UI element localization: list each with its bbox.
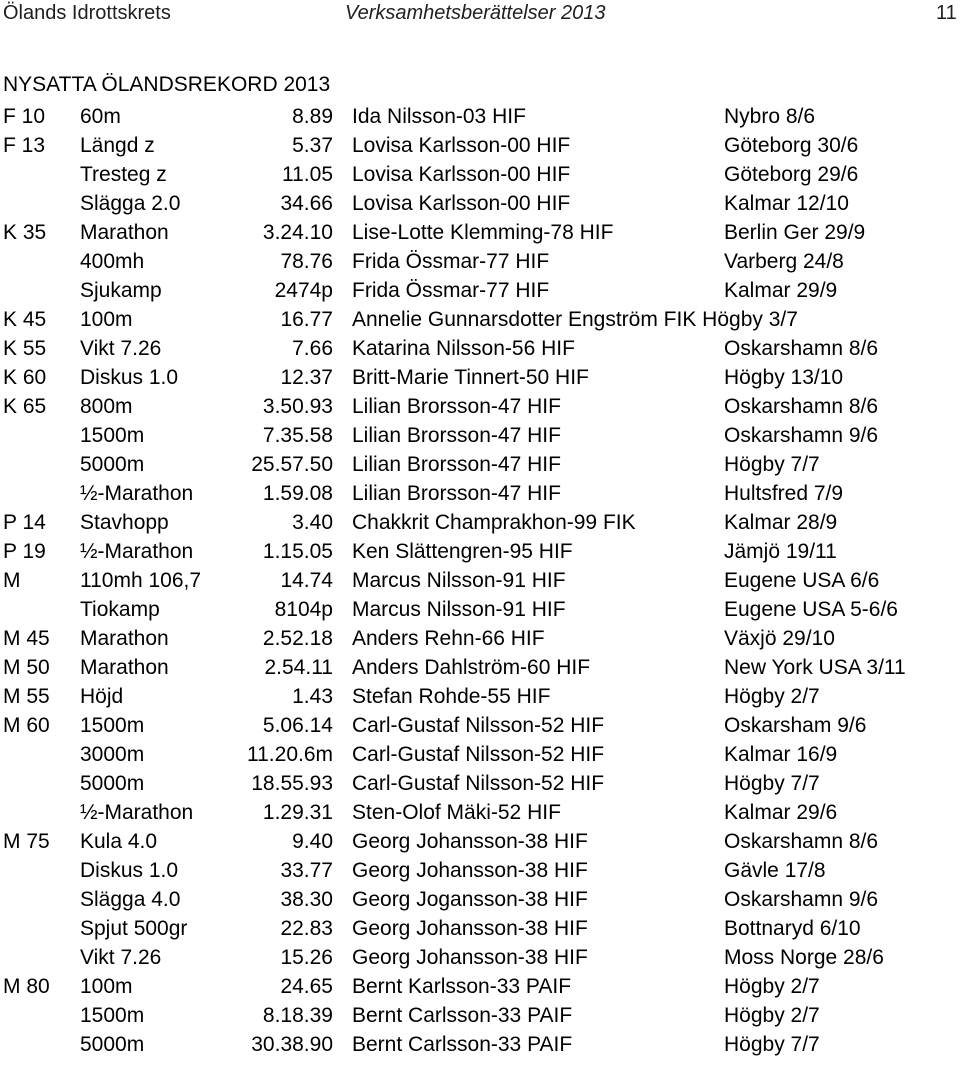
record-athlete: Bernt Carlsson-33 PAIF [352, 1033, 573, 1056]
record-row [0, 566, 960, 595]
record-result: 33.77 [280, 859, 333, 882]
record-place: Bottnaryd 6/10 [724, 917, 861, 940]
record-event: Tresteg z [80, 163, 167, 186]
record-place: Moss Norge 28/6 [724, 946, 884, 969]
record-class: K 35 [3, 221, 47, 244]
record-place: Kalmar 28/9 [724, 511, 838, 534]
record-result: 3.50.93 [262, 395, 333, 418]
record-athlete: Georg Jogansson-38 HIF [352, 888, 588, 911]
record-class: F 13 [3, 134, 46, 157]
record-event: ½-Marathon [80, 801, 194, 824]
record-event: Slägga 2.0 [80, 192, 181, 215]
record-athlete: Chakkrit Champrakhon-99 FIK [352, 511, 636, 534]
record-result: 8104p [274, 598, 333, 621]
record-class: P 19 [3, 540, 46, 563]
record-athlete: Bernt Karlsson-33 PAIF [352, 975, 572, 998]
record-event: Slägga 4.0 [80, 888, 181, 911]
record-class: K 45 [3, 308, 47, 331]
record-athlete: Carl-Gustaf Nilsson-52 HIF [352, 714, 605, 737]
record-event: 1500m [80, 424, 145, 447]
record-athlete: Carl-Gustaf Nilsson-52 HIF [352, 743, 605, 766]
header-publication: Verksamhetsberättelser 2013 [345, 2, 606, 24]
record-athlete: Lovisa Karlsson-00 HIF [352, 134, 571, 157]
record-athlete: Katarina Nilsson-56 HIF [352, 337, 575, 360]
record-result: 11.20.6m [247, 743, 333, 766]
record-athlete: Georg Johansson-38 HIF [352, 946, 588, 969]
record-result: 38.30 [280, 888, 333, 911]
record-event: 400mh [80, 250, 145, 273]
record-athlete: Anders Rehn-66 HIF [352, 627, 545, 650]
record-event: 110mh 106,7 [80, 569, 202, 592]
record-place: Högby 7/7 [724, 453, 820, 476]
record-result: 5.06.14 [262, 714, 333, 737]
record-row [0, 189, 960, 218]
record-athlete: Lilian Brorsson-47 HIF [352, 395, 561, 418]
record-result: 1.43 [292, 685, 333, 708]
record-row [0, 885, 960, 914]
record-place: Jämjö 19/11 [724, 540, 837, 563]
record-row [0, 450, 960, 479]
record-athlete: Georg Johansson-38 HIF [352, 859, 588, 882]
record-athlete: Marcus Nilsson-91 HIF [352, 569, 566, 592]
record-place: Oskarshamn 9/6 [724, 424, 879, 447]
record-row [0, 769, 960, 798]
record-event: Längd z [80, 134, 155, 157]
record-athlete: Lovisa Karlsson-00 HIF [352, 163, 571, 186]
record-result: 18.55.93 [251, 772, 333, 795]
record-place: Gävle 17/8 [724, 859, 826, 882]
record-row [0, 624, 960, 653]
record-place: Oskarshamn 9/6 [724, 888, 879, 911]
record-class: M 45 [3, 627, 50, 650]
record-athlete: Ken Slättengren-95 HIF [352, 540, 573, 563]
header-page-number: 11 [936, 2, 957, 24]
record-place: Kalmar 16/9 [724, 743, 838, 766]
record-row [0, 508, 960, 537]
record-athlete: Carl-Gustaf Nilsson-52 HIF [352, 772, 605, 795]
record-place: Berlin Ger 29/9 [724, 221, 866, 244]
record-result: 7.35.58 [262, 424, 333, 447]
record-athlete: Lilian Brorsson-47 HIF [352, 424, 561, 447]
record-row [0, 334, 960, 363]
record-row [0, 595, 960, 624]
record-class: M [3, 569, 21, 592]
record-result: 1.59.08 [262, 482, 333, 505]
record-result: 78.76 [280, 250, 333, 273]
record-athlete: Lise-Lotte Klemming-78 HIF [352, 221, 614, 244]
record-result: 9.40 [292, 830, 333, 853]
record-place: Högby 2/7 [724, 1004, 820, 1027]
record-row [0, 363, 960, 392]
record-place: Högby 2/7 [724, 685, 820, 708]
record-event: Diskus 1.0 [80, 859, 179, 882]
header-organization: Ölands Idrottskrets [3, 2, 171, 24]
record-row [0, 1030, 960, 1059]
record-row [0, 218, 960, 247]
record-result: 16.77 [280, 308, 333, 331]
record-row [0, 1001, 960, 1030]
record-row [0, 392, 960, 421]
record-event: ½-Marathon [80, 482, 194, 505]
record-place: Oskarsham 9/6 [724, 714, 867, 737]
record-athlete: Georg Johansson-38 HIF [352, 830, 588, 853]
record-result: 15.26 [280, 946, 333, 969]
record-place: New York USA 3/11 [724, 656, 906, 679]
section-title: NYSATTA ÖLANDSREKORD 2013 [3, 73, 331, 96]
record-event: Tiokamp [80, 598, 160, 621]
record-result: 7.66 [292, 337, 333, 360]
record-event: Spjut 500gr [80, 917, 188, 940]
record-event: Sjukamp [80, 279, 162, 302]
record-row [0, 740, 960, 769]
record-event: Diskus 1.0 [80, 366, 179, 389]
record-row [0, 827, 960, 856]
record-event: Marathon [80, 221, 169, 244]
record-event: 1500m [80, 1004, 145, 1027]
record-result: 8.18.39 [262, 1004, 333, 1027]
record-result: 3.40 [292, 511, 333, 534]
record-event: Marathon [80, 627, 169, 650]
record-result: 25.57.50 [251, 453, 333, 476]
record-class: M 60 [3, 714, 50, 737]
record-result: 1.15.05 [262, 540, 333, 563]
record-athlete: Georg Johansson-38 HIF [352, 917, 588, 940]
record-row [0, 305, 960, 334]
record-event: Höjd [80, 685, 124, 708]
record-row [0, 537, 960, 566]
record-athlete: Frida Össmar-77 HIF [352, 279, 550, 302]
record-athlete: Lovisa Karlsson-00 HIF [352, 192, 571, 215]
record-row [0, 943, 960, 972]
record-place: Högby 2/7 [724, 975, 820, 998]
record-row [0, 972, 960, 1001]
record-class: K 60 [3, 366, 47, 389]
record-row [0, 711, 960, 740]
record-place: Oskarshamn 8/6 [724, 337, 879, 360]
record-athlete: Lilian Brorsson-47 HIF [352, 482, 561, 505]
record-result: 22.83 [280, 917, 333, 940]
record-class: M 75 [3, 830, 50, 853]
record-row [0, 682, 960, 711]
record-class: M 50 [3, 656, 50, 679]
record-athlete: Marcus Nilsson-91 HIF [352, 598, 566, 621]
record-event: Stavhopp [80, 511, 169, 534]
record-event: 60m [80, 105, 121, 128]
record-result: 14.74 [280, 569, 333, 592]
record-athlete: Ida Nilsson-03 HIF [352, 105, 526, 128]
record-place: Högby 7/7 [724, 1033, 820, 1056]
record-athlete: Sten-Olof Mäki-52 HIF [352, 801, 561, 824]
page-header [0, 0, 960, 30]
record-event: 5000m [80, 453, 145, 476]
record-result: 24.65 [280, 975, 333, 998]
record-result: 30.38.90 [251, 1033, 333, 1056]
record-place: Kalmar 29/6 [724, 801, 838, 824]
record-class: K 65 [3, 395, 47, 418]
record-result: 12.37 [280, 366, 333, 389]
record-place: Oskarshamn 8/6 [724, 395, 879, 418]
record-event: 3000m [80, 743, 145, 766]
record-athlete: Annelie Gunnarsdotter Engström FIK Högby 3/7 [352, 308, 798, 331]
record-event: 1500m [80, 714, 145, 737]
record-row [0, 914, 960, 943]
record-place: Göteborg 30/6 [724, 134, 859, 157]
record-event: ½-Marathon [80, 540, 194, 563]
record-result: 34.66 [280, 192, 333, 215]
record-athlete: Frida Össmar-77 HIF [352, 250, 550, 273]
record-place: Hultsfred 7/9 [724, 482, 844, 505]
record-place: Göteborg 29/6 [724, 163, 859, 186]
record-athlete: Stefan Rohde-55 HIF [352, 685, 551, 708]
record-event: Vikt 7.26 [80, 946, 162, 969]
record-class: F 10 [3, 105, 46, 128]
record-place: Eugene USA 6/6 [724, 569, 880, 592]
record-athlete: Bernt Carlsson-33 PAIF [352, 1004, 573, 1027]
record-place: Varberg 24/8 [724, 250, 844, 273]
record-athlete: Anders Dahlström-60 HIF [352, 656, 591, 679]
record-event: 800m [80, 395, 133, 418]
record-row [0, 421, 960, 450]
record-result: 2.54.11 [264, 656, 333, 679]
record-place: Oskarshamn 8/6 [724, 830, 879, 853]
record-event: Vikt 7.26 [80, 337, 162, 360]
record-athlete: Lilian Brorsson-47 HIF [352, 453, 561, 476]
record-event: 100m [80, 308, 133, 331]
record-row [0, 798, 960, 827]
record-place: Kalmar 12/10 [724, 192, 849, 215]
record-place: Växjö 29/10 [724, 627, 835, 650]
record-place: Högby 13/10 [724, 366, 844, 389]
record-row [0, 276, 960, 305]
record-row [0, 102, 960, 131]
record-place: Högby 7/7 [724, 772, 820, 795]
record-class: M 80 [3, 975, 50, 998]
record-result: 2474p [274, 279, 333, 302]
record-athlete: Britt-Marie Tinnert-50 HIF [352, 366, 589, 389]
record-row [0, 131, 960, 160]
record-result: 3.24.10 [262, 221, 333, 244]
record-row [0, 856, 960, 885]
record-row [0, 479, 960, 508]
record-place: Eugene USA 5-6/6 [724, 598, 898, 621]
record-event: Kula 4.0 [80, 830, 158, 853]
records-list [0, 102, 960, 1059]
record-row [0, 160, 960, 189]
record-event: 5000m [80, 772, 145, 795]
record-place: Nybro 8/6 [724, 105, 816, 128]
record-event: 5000m [80, 1033, 145, 1056]
record-class: K 55 [3, 337, 47, 360]
record-row [0, 653, 960, 682]
record-class: P 14 [3, 511, 46, 534]
record-result: 11.05 [282, 163, 333, 186]
record-result: 1.29.31 [262, 801, 333, 824]
record-row [0, 247, 960, 276]
record-class: M 55 [3, 685, 50, 708]
record-result: 2.52.18 [262, 627, 333, 650]
record-event: 100m [80, 975, 133, 998]
record-event: Marathon [80, 656, 169, 679]
record-result: 5.37 [292, 134, 333, 157]
record-result: 8.89 [292, 105, 333, 128]
record-place: Kalmar 29/9 [724, 279, 838, 302]
